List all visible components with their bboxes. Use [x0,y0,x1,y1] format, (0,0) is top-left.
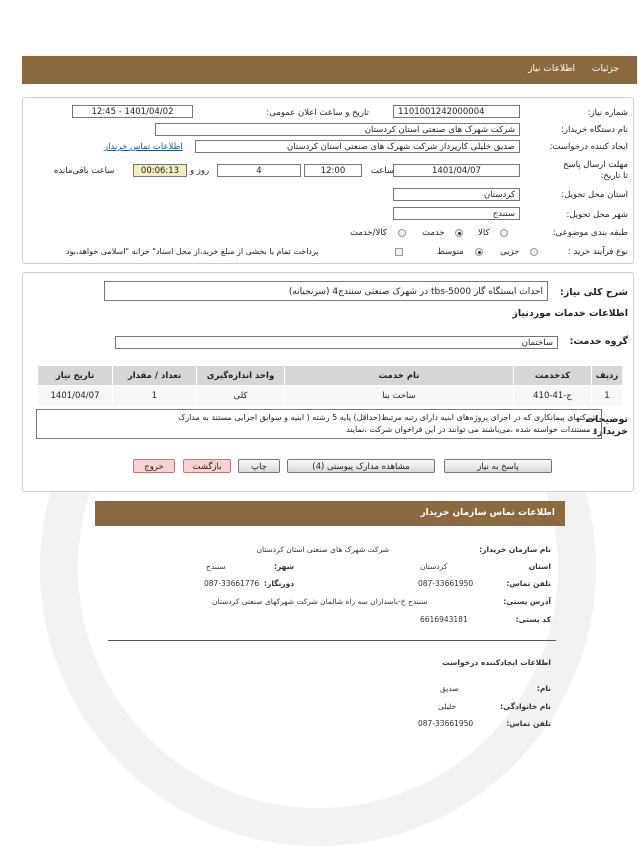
print-button[interactable]: چاپ [238,459,280,473]
city-field: سنندج [393,207,520,220]
breadcrumb-details[interactable]: جزئیات [592,64,619,74]
buyer-org-label: نام دستگاه خریدار: [561,125,628,135]
contact-city-value: سنندج [206,562,226,571]
announce-date-label: تاریخ و ساعت اعلان عمومی: [266,108,369,118]
treasury-payment-checkbox[interactable] [395,248,403,256]
creator-name-value: صدیق [440,684,459,693]
creator-family-label: نام خانوادگی: [500,702,551,711]
services-section-title: اطلاعات خدمات موردنیاز [512,308,628,319]
remaining-time-field: 00:06:13 [133,164,187,177]
cell-code: ج-41-410 [514,386,592,407]
contact-province-value: کردستان [420,562,448,571]
services-table [37,365,623,407]
category-goods-label: کالا [478,228,490,238]
request-creator-field: صدیق خلیلی کارپرداز شرکت شهرک های صنعتی استان کردستان [195,140,520,153]
contact-org-value: شرکت شهرک های صنعتی استان کردستان [256,545,389,554]
deadline-label: مهلت ارسال پاسخ تا تاریخ: [563,160,628,181]
city-label: شهر محل تحویل: [566,210,628,220]
contact-postal-label: کد پستی: [515,615,551,624]
contact-city-label: شهر: [274,562,294,571]
days-label: روز و [190,166,210,176]
service-group-field: ساختمان [115,336,558,349]
contact-divider [108,640,556,641]
contact-header [95,501,565,526]
table-row [38,386,623,407]
buyer-org-field: شرکت شهرک های صنعتی استان کردستان [155,123,520,136]
contact-title: اطلاعات تماس سازمان خریدار [420,508,555,518]
category-goods-radio[interactable] [500,229,508,237]
contact-phone-label: تلفن تماس: [506,579,551,588]
deadline-date-field: 1401/04/07 [393,164,520,177]
deadline-time-label: ساعت [370,166,394,176]
creator-family-value: خلیلی [438,702,457,711]
col-qty: تعداد / مقدار [113,366,197,386]
buyer-contact-link[interactable]: اطلاعات تماس خریدار [104,142,183,152]
contact-address-label: آدرس پستی: [503,597,551,606]
col-row: ردیف [592,366,623,386]
contact-fax-value: 087-33661776 [204,579,260,588]
view-attachments-button[interactable]: مشاهده مدارک پیوستی (4) [287,459,435,473]
deadline-time-field: 12:00 [304,164,362,177]
contact-postal-value: 6616943181 [420,615,468,624]
summary-label: شرح کلی نیاز: [559,287,628,298]
remaining-time-label: ساعت باقی‌مانده [54,166,115,176]
buyer-notes-box [36,409,602,439]
back-button[interactable]: بازگشت [183,459,231,473]
creator-phone-value: 087-33661950 [418,719,474,728]
process-partial-label: جزیی [500,247,520,257]
category-goods-service-radio[interactable] [398,229,406,237]
contact-address-value: سنندج خ-باسداران سه راه شالمان شرکت شهرکهای صنعتی کردستان [212,597,428,606]
col-code: کدخدمت [514,366,592,386]
reply-button[interactable]: پاسخ به نیاز [444,459,552,473]
province-label: استان محل تحویل: [561,190,628,200]
need-number-field: 1101001242000004 [393,105,520,118]
category-service-radio[interactable] [455,229,463,237]
province-field: کردستان [393,188,520,201]
days-remaining-field: 4 [217,164,301,177]
request-creator-label: ایجاد کننده درخواست: [549,142,628,152]
summary-field: احداث ایستگاه گاز tbs-5000 در شهرک صنعتی سنندج4 (سرنجیانه) [104,281,548,301]
contact-phone-value: 087-33661950 [418,579,474,588]
process-partial-radio[interactable] [530,248,538,256]
process-medium-radio[interactable] [475,248,483,256]
contact-province-label: استان [528,562,551,571]
service-group-label: گروه خدمت: [569,336,628,347]
buyer-notes-line1: شرکتهای پیمانکاری که در اجرای پروژه‌های ابنیه دارای رتبه مرتبط(حداقل) پایه 5 رشته ( ابنیه و سوابق اجرایی مستند به مدارک [178,413,597,422]
exit-button[interactable]: خروج [133,459,175,473]
cell-date: 1401/04/07 [38,386,113,407]
cell-row: 1 [592,386,623,407]
contact-fax-label: دورنگار: [264,579,295,588]
creator-section-title: اطلاعات ایجادکننده درخواست [442,658,551,667]
col-date: تاریخ نیاز [38,366,113,386]
col-name: نام خدمت [285,366,514,386]
category-goods-service-label: کالا/خدمت [350,228,387,238]
contact-org-label: نام سازمان خریدار: [479,545,551,554]
buyer-notes-line2: و مستندات خواسته شده ،می‌باشند می توانند در این فراخوان شرکت ،نمایند [346,425,597,434]
creator-phone-label: تلفن تماس: [506,719,551,728]
category-label: طبقه بندی موضوعی: [552,228,628,238]
breadcrumb-need-info[interactable]: اطلاعات نیاز [528,64,575,74]
need-number-label: شماره نیاز: [587,108,628,118]
page-header [22,56,637,84]
cell-name: ساخت بنا [285,386,514,407]
col-unit: واحد اندازه‌گیری [197,366,285,386]
buyer-notes-label: توضیحات خریدار: [585,414,628,437]
category-service-label: خدمت [422,228,445,238]
process-medium-label: متوسط [437,247,464,257]
process-type-label: نوع فرآیند خرید : [567,247,628,257]
services-table-header [38,366,623,386]
announce-date-field: 1401/04/02 - 12:45 [72,105,193,118]
cell-unit: کلی [197,386,285,407]
creator-name-label: نام: [536,684,551,693]
cell-qty: 1 [113,386,197,407]
treasury-payment-note: پرداخت تمام یا بخشی از مبلغ خرید،از محل اسناد" خزانه "اسلامی خواهد،بود [66,247,319,256]
